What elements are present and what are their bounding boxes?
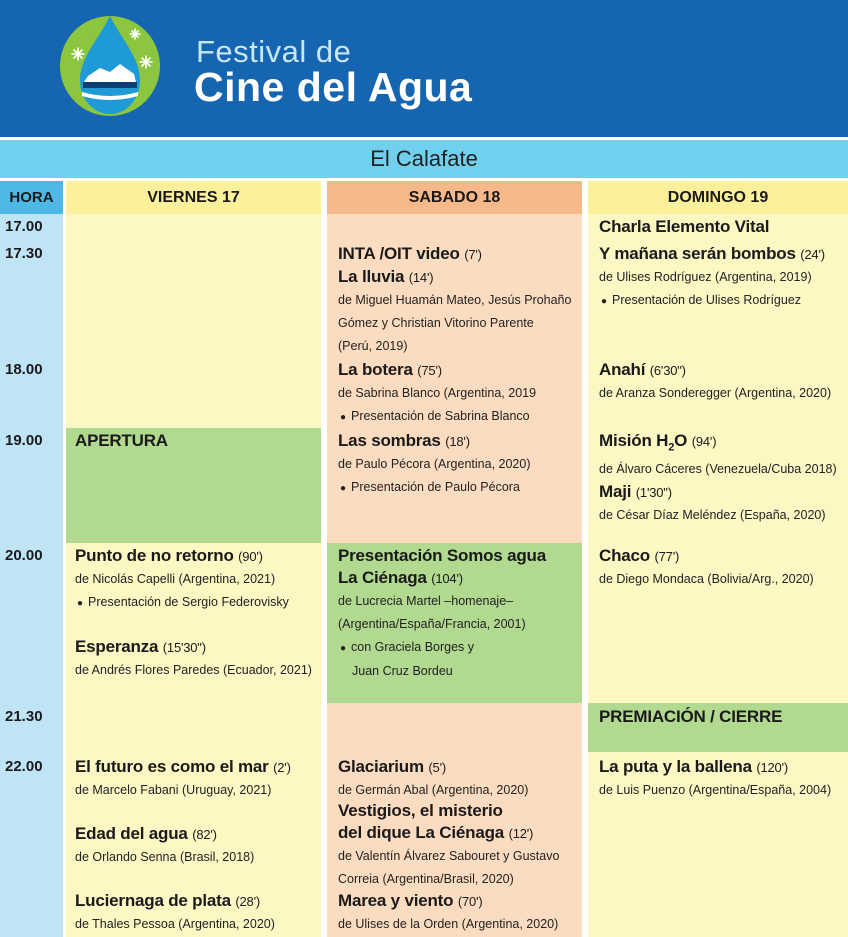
- film-title: Y mañana serán bombos: [599, 244, 796, 263]
- film-duration: (2'): [273, 760, 291, 775]
- film-title: La botera: [338, 360, 413, 379]
- time-slot: 22.00: [5, 758, 43, 775]
- film-title: Anahí: [599, 360, 646, 379]
- film-title: Vestigios, el misterio: [338, 801, 503, 820]
- film-title: Charla Elemento Vital: [599, 217, 770, 236]
- film-title: Glaciarium: [338, 757, 424, 776]
- film-title: Marea y viento: [338, 891, 454, 910]
- film-duration: (94'): [691, 434, 717, 449]
- film-duration: (104'): [431, 571, 463, 586]
- water-drop-logo-icon: [58, 10, 162, 118]
- film-note: Presentación de Sergio Federovisky: [88, 595, 289, 609]
- film-title: Edad del agua: [75, 824, 188, 843]
- film-credit: de Ulises de la Orden (Argentina, 2020): [338, 917, 559, 931]
- film-title: El futuro es como el mar: [75, 757, 269, 776]
- film-entry: [75, 823, 254, 869]
- bullet-icon: ●: [77, 598, 84, 609]
- film-title: Esperanza: [75, 637, 159, 656]
- header-hora: HORA: [0, 181, 63, 214]
- film-entry: [338, 430, 531, 500]
- film-credit: de Diego Mondaca (Bolivia/Arg., 2020): [599, 572, 814, 586]
- film-duration: (120'): [756, 760, 788, 775]
- time-slot: 20.00: [5, 547, 43, 564]
- film-entry: [599, 359, 831, 405]
- film-title: La lluvia: [338, 267, 405, 286]
- film-duration: (14'): [408, 270, 434, 285]
- film-credit: de Andrés Flores Paredes (Ecuador, 2021): [75, 663, 312, 677]
- film-duration: (24'): [800, 247, 825, 262]
- location-band: El Calafate: [0, 140, 848, 178]
- film-entry: [75, 890, 275, 936]
- film-duration: (5'): [428, 760, 446, 775]
- festival-header: [0, 0, 848, 137]
- film-credit: de Valentín Álvarez Sabouret y Gustavo: [338, 849, 560, 863]
- film-entry: [338, 359, 536, 429]
- film-credit: de Orlando Senna (Brasil, 2018): [75, 850, 255, 864]
- bullet-icon: ●: [340, 643, 347, 654]
- film-title: Las sombras: [338, 431, 441, 450]
- festival-title-line1: Festival de: [196, 34, 352, 69]
- film-credit: de Germán Abal (Argentina, 2020): [338, 783, 529, 797]
- time-slot: 18.00: [5, 361, 43, 378]
- time-slot: 17.30: [5, 245, 43, 262]
- film-entry: [599, 430, 837, 527]
- film-duration: (1'30"): [635, 485, 672, 501]
- film-entry: [338, 243, 571, 358]
- film-credit: de Luis Puenzo (Argentina/España, 2004): [599, 783, 832, 797]
- film-title: Chaco: [599, 546, 650, 565]
- film-credit: de Paulo Pécora (Argentina, 2020): [338, 457, 531, 471]
- film-duration: (90'): [238, 549, 263, 564]
- film-title: O: [674, 431, 688, 450]
- film-credit: Gómez y Christian Vitorino Parente: [338, 316, 534, 330]
- time-slot: 17.00: [5, 218, 43, 235]
- film-note: Presentación de Paulo Pécora: [351, 480, 520, 494]
- film-credit: de Ulises Rodríguez (Argentina, 2019): [599, 270, 812, 284]
- film-entry: [599, 756, 831, 802]
- header-viernes: VIERNES 17: [66, 181, 321, 214]
- film-entry: [75, 756, 291, 802]
- film-credit: Correia (Argentina/Brasil, 2020): [338, 872, 514, 886]
- film-entry: [338, 890, 558, 936]
- bullet-icon: ●: [340, 412, 347, 423]
- header-sabado: SABADO 18: [327, 181, 582, 214]
- film-duration: (7'): [464, 247, 482, 262]
- time-slot: 19.00: [5, 432, 43, 449]
- film-title: Presentación Somos agua: [338, 546, 546, 565]
- film-credit: de Lucrecia Martel –homenaje–: [338, 594, 514, 608]
- bullet-icon: ●: [601, 296, 608, 307]
- film-note: Juan Cruz Bordeu: [352, 664, 453, 678]
- film-note: Presentación de Ulises Rodríguez: [612, 293, 802, 307]
- film-duration: (75'): [417, 363, 442, 378]
- film-entry: [338, 545, 546, 683]
- header-domingo: DOMINGO 19: [588, 181, 848, 214]
- film-credit: (Argentina/España/Francia, 2001): [338, 617, 526, 631]
- film-duration: (12'): [508, 826, 534, 841]
- time-slot: 21.30: [5, 708, 43, 725]
- film-title: INTA /OIT video: [338, 244, 460, 263]
- film-title: Luciernaga de plata: [75, 891, 231, 910]
- film-note: con Graciela Borges y: [351, 640, 475, 654]
- festival-title-line2: Cine del Agua: [194, 64, 473, 110]
- film-credit: de Miguel Huamán Mateo, Jesús Prohaño: [338, 293, 572, 307]
- film-note: Presentación de Sabrina Blanco: [351, 409, 530, 423]
- film-duration: (70'): [457, 894, 483, 909]
- film-title: La Ciénaga: [338, 568, 427, 587]
- film-title: La puta y la ballena: [599, 757, 752, 776]
- premiacion-label: PREMIACIÓN / CIERRE: [599, 707, 783, 726]
- film-title-subscript: 2: [668, 441, 675, 454]
- film-title: Misión H: [599, 431, 669, 450]
- film-credit: de Sabrina Blanco (Argentina, 2019: [338, 386, 537, 400]
- film-entry: [599, 216, 825, 313]
- film-credit: (Perú, 2019): [338, 339, 408, 353]
- film-credit: de Thales Pessoa (Argentina, 2020): [75, 917, 275, 931]
- film-duration: (18'): [445, 434, 470, 449]
- film-title: Punto de no retorno: [75, 546, 234, 565]
- film-duration: (28'): [235, 894, 260, 909]
- film-entry: [75, 545, 289, 615]
- film-title: Maji: [599, 482, 632, 502]
- film-title: del dique La Ciénaga: [338, 823, 505, 842]
- film-duration: (15'30"): [162, 640, 206, 655]
- apertura-label: APERTURA: [75, 431, 168, 450]
- film-entry: [338, 800, 559, 891]
- film-credit: de Aranza Sonderegger (Argentina, 2020): [599, 386, 832, 400]
- bullet-icon: ●: [340, 483, 347, 494]
- film-entry: [599, 545, 814, 591]
- film-credit: de Marcelo Fabani (Uruguay, 2021): [75, 783, 272, 797]
- film-credit: de Nicolás Capelli (Argentina, 2021): [75, 572, 276, 586]
- film-entry: [75, 636, 312, 682]
- film-duration: (6'30"): [649, 363, 686, 378]
- film-entry: [338, 756, 528, 802]
- film-duration: (82'): [192, 827, 217, 842]
- film-duration: (77'): [654, 549, 680, 564]
- film-credit: de Álvaro Cáceres (Venezuela/Cuba 2018): [599, 462, 837, 477]
- film-credit: de César Díaz Meléndez (España, 2020): [599, 508, 826, 523]
